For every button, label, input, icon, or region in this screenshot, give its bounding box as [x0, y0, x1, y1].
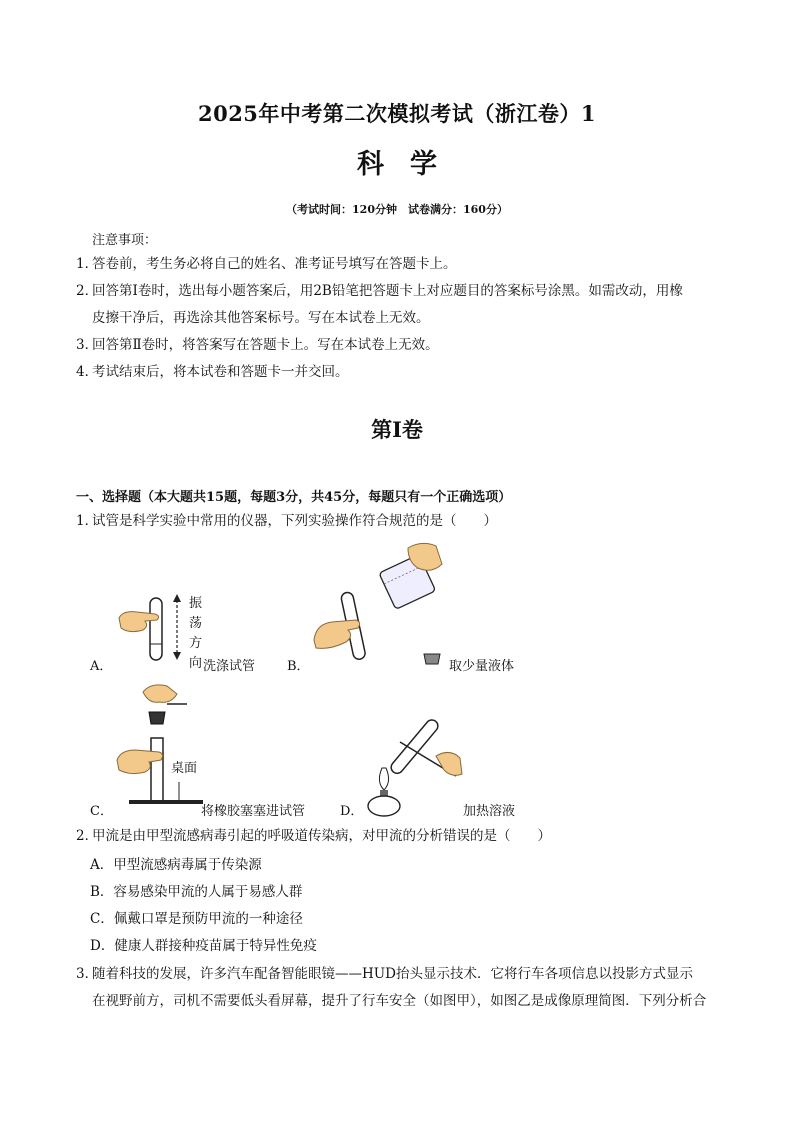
- option-d-caption: 加热溶液: [463, 804, 516, 819]
- option-d-letter: D．: [340, 804, 364, 819]
- question-1: [76, 508, 726, 535]
- q2-option-a: A．甲型流感病毒属于传染源: [90, 857, 262, 873]
- note-text: 回答第Ⅰ卷时，选出每小题答案后，用2B铅笔把答题卡上对应题目的答案标号涂黑。如需改动，用橡: [92, 283, 683, 299]
- q2-option-d: D．健康人群接种疫苗属于特异性免疫: [90, 938, 317, 954]
- question-number: 3．: [76, 966, 99, 982]
- question-text: 试管是科学实验中常用的仪器，下列实验操作符合规范的是（ ）: [92, 513, 497, 529]
- part-heading: 一、选择题（本大题共15题，每题3分，共45分，每题只有一个正确选项）: [76, 490, 512, 505]
- note-number: 4．: [76, 364, 99, 380]
- arrow-label-char: 方: [189, 636, 203, 651]
- question-2: [76, 823, 726, 850]
- table-label: 桌面: [171, 761, 198, 776]
- figure-d-heat-solution: [360, 712, 470, 817]
- note-text: 回答第Ⅱ卷时，将答案写在答题卡上。写在本试卷上无效。: [92, 337, 439, 353]
- note-number: 3．: [76, 337, 99, 353]
- note-number: 1．: [76, 256, 99, 272]
- arrow-label-char: 振: [189, 596, 203, 611]
- option-b-letter: B．: [287, 659, 310, 674]
- note-text-continued: 皮擦干净后，再选涂其他答案标号。写在本试卷上无效。: [92, 310, 430, 326]
- note-item: [76, 332, 726, 359]
- question-text: 随着科技的发展，许多汽车配备智能眼镜——HUD抬头显示技术．它将行车各项信息以投影方式显示: [92, 966, 693, 982]
- note-item: [76, 278, 726, 332]
- option-b-caption: 取少量液体: [449, 659, 515, 674]
- notes-heading: 注意事项：: [92, 233, 158, 248]
- paper-title: 2025年中考第二次模拟考试（浙江卷）1: [197, 101, 597, 126]
- option-c-caption: 将橡胶塞塞进试管: [201, 804, 306, 819]
- exam-info: （考试时间：120分钟 试卷满分：160分）: [286, 203, 508, 216]
- option-a-letter: A．: [90, 659, 113, 674]
- section-title: 第Ⅰ卷: [371, 417, 423, 442]
- note-item: [76, 359, 726, 386]
- arrow-label-char: 荡: [189, 616, 203, 631]
- note-text: 答卷前，考生务必将自己的姓名、准考证号填写在答题卡上。: [92, 256, 457, 272]
- question-3: [76, 961, 726, 1015]
- question-number: 2．: [76, 828, 99, 844]
- question-number: 1．: [76, 513, 99, 529]
- option-a-caption: 洗涤试管: [203, 659, 256, 674]
- note-item: [76, 251, 726, 278]
- question-text: 甲流是由甲型流感病毒引起的呼吸道传染病，对甲流的分析错误的是（ ）: [92, 828, 551, 844]
- note-text: 考试结束后，将本试卷和答题卡一并交回。: [92, 364, 349, 380]
- figure-a-wash-tube: [115, 592, 195, 672]
- q2-option-c: C．佩戴口罩是预防甲流的一种途径: [90, 911, 303, 927]
- note-number: 2．: [76, 283, 99, 299]
- q2-option-b: B．容易感染甲流的人属于易感人群: [90, 884, 303, 900]
- subject-title: 科学: [357, 149, 463, 180]
- arrow-label-char: 向: [189, 656, 203, 671]
- figure-b-pour-liquid: [312, 540, 452, 670]
- option-c-letter: C．: [90, 804, 113, 819]
- figure-c-insert-stopper: [115, 682, 205, 812]
- question-text-continued: 在视野前方，司机不需要低头看屏幕，提升了行车安全（如图甲），如图乙是成像原理简图．下列分析合: [92, 993, 707, 1009]
